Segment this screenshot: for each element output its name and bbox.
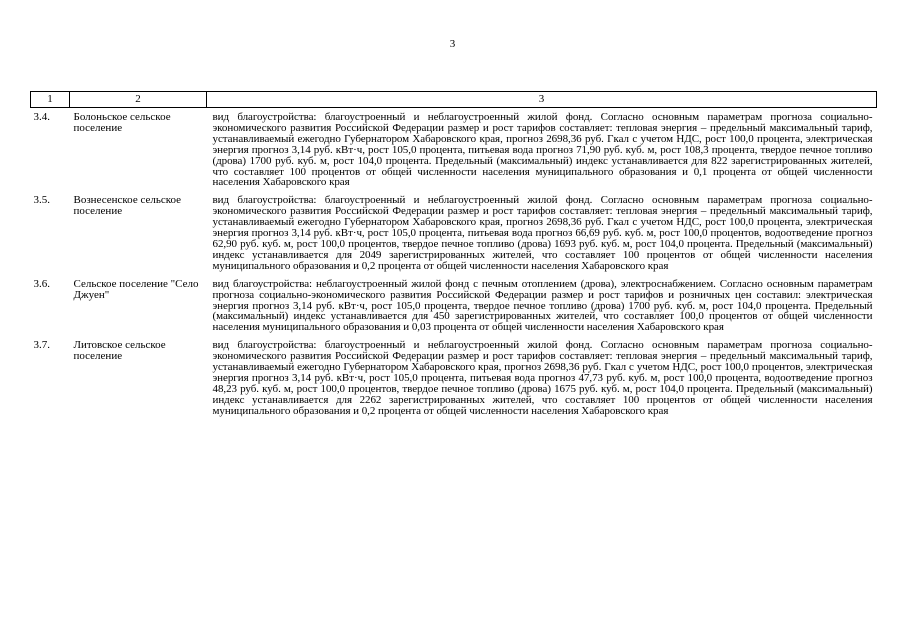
table-row <box>31 338 877 421</box>
column-header-2: 2 <box>70 92 207 108</box>
settlement-description: вид благоустройства: неблагоустроенный жилой фонд с печным отоплением (дрова), электроснабжением. Согласно основным параметрам прогноза социально-экономического развития Российской Федерации размер и рост тарифов и розничных цен составил: электрическая энергия прогноз 3,14 руб. кВт·ч, рост 105,0 процента, твердое печное топливо (дрова) 1700 руб. куб. м, рост 104,0 процента. Предельный (максимальный) индекс устанавливается для 450 зарегистрированных жителей, что составляет 100,0 процентов от общей численности населения муниципального образования и 0,03 процента от общей численности населения Хабаровского края <box>212 277 873 334</box>
table-row <box>31 277 877 339</box>
tariff-table-container <box>30 91 876 422</box>
tariff-index-table <box>30 91 877 422</box>
table-header-row <box>31 92 877 108</box>
column-header-3: 3 <box>207 92 877 108</box>
row-number: 3.6. <box>33 277 50 290</box>
row-number: 3.7. <box>33 339 50 352</box>
page-number: 3 <box>449 38 456 50</box>
row-number: 3.5. <box>33 194 50 207</box>
settlement-name: Вознесенское сельское поселение <box>73 194 182 218</box>
settlement-name: Литовское сельское поселение <box>73 339 166 363</box>
settlement-description: вид благоустройства: благоустроенный и неблагоустроенный жилой фонд. Согласно основным параметрам прогноза социально-экономического развития Российской Федерации размер и рост тарифов составляет: тепловая энергия – предельный максимальный тариф, устанавливаемый ежегодно Губернатором Хабаровского края, прогноз 2698,36 руб. Гкал с учетом НДС, рост 100,0 процента, электрическая энергия прогноз 3,14 руб. кВт·ч, рост 105,0 процента, питьевая вода прогноз 66,69 руб. куб. м, рост 100,0 процентов, водоотведение прогноз 62,90 руб. куб. м, рост 100,0 процентов, твердое печное топливо (дрова) 1693 руб. куб. м, рост 104,0 процента. Предельный (максимальный) индекс устанавливается для 2049 зарегистрированных жителей, что составляет 100 процентов от общей численности населения муниципального образования и 0,2 процента от общей численности населения Хабаровского края <box>212 194 873 272</box>
settlement-name: Болоньское сельское поселение <box>73 111 171 134</box>
settlement-description: вид благоустройства: благоустроенный и неблагоустроенный жилой фонд. Согласно основным параметрам прогноза социально-экономического развития Российской Федерации размер и рост тарифов составляет: тепловая энергия – предельный максимальный тариф, устанавливаемый ежегодно Губернатором Хабаровского края, прогноз 2698,36 руб. Гкал с учетом НДС, рост 100,0 процентов, электрическая энергия прогноз 3,14 руб. кВт·ч, рост 105,0 процента, питьевая вода прогноз 47,73 руб. куб. м, рост 100,0 процента, водоотведение прогноз 48,23 руб. куб. м, рост 100,0 процентов, твердое печное топливо (дрова) 1675 руб. куб. м, рост 104,0 процента. Предельный (максимальный) индекс устанавливается для 2262 зарегистрированных жителей, что составляет 100 процентов от общей численности населения муниципального образования и 0,2 процента от общей численности населения Хабаровского края <box>212 339 873 417</box>
settlement-name: Сельское поселение "Село Джуен" <box>73 277 199 301</box>
row-number: 3.4. <box>33 111 50 123</box>
settlement-description: вид благоустройства: благоустроенный и неблагоустроенный жилой фонд. Согласно основным параметрам прогноза социально-экономического развития Российской Федерации размер и рост тарифов составляет: тепловая энергия – предельный максимальный тариф, устанавливаемый ежегодно Губернатором Хабаровского края, прогноз 2698,36 руб. Гкал с учетом НДС, рост 100,0 процента, электрическая энергия прогноз 3,14 руб. кВт·ч, рост 105,0 процента, питьевая вода прогноз 71,90 руб. куб. м, рост 108,3 процента, твердое печное топливо (дрова) 1700 руб. куб. м, рост 104,0 процента. Предельный (максимальный) индекс устанавливается для 822 зарегистрированных жителей, что составляет 100 процентов от общей численности населения муниципального образования и 0,1 процента от общей численности населения Хабаровского края <box>212 111 873 189</box>
table-row <box>31 108 877 194</box>
column-header-1: 1 <box>31 92 70 108</box>
table-row <box>31 193 877 276</box>
